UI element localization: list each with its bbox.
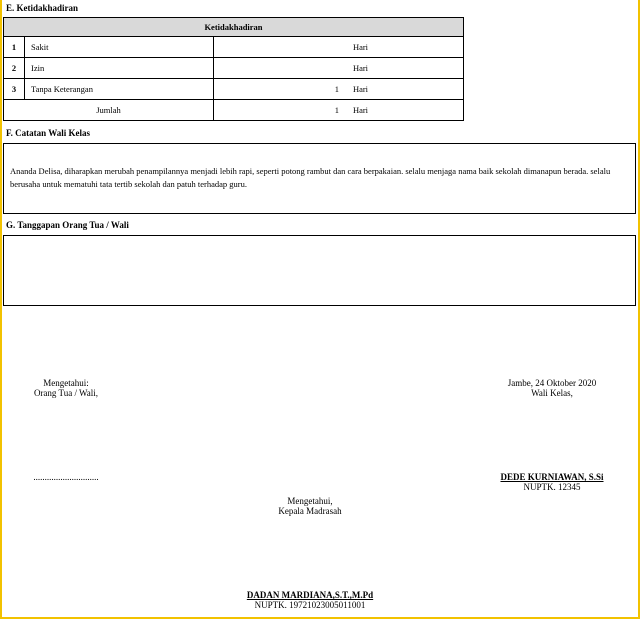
principal-role-label: Kepala Madrasah (278, 506, 342, 516)
total-days: 1 (334, 105, 339, 115)
teacher-note-section-title: F. Catatan Wali Kelas (6, 128, 91, 138)
parent-role-label: Orang Tua / Wali, (33, 388, 99, 398)
principal-name-block (200, 590, 420, 610)
total-label: Jumlah (4, 100, 214, 121)
parent-response-section-title: G. Tanggapan Orang Tua / Wali (6, 220, 129, 230)
parent-acknowledge-label: Mengetahui: (43, 378, 89, 388)
row-unit: Hari (352, 84, 369, 94)
parent-signature-block (10, 378, 122, 398)
row-value (214, 37, 464, 58)
row-days: 1 (334, 84, 339, 94)
total-value (214, 100, 464, 121)
absence-section-title: E. Ketidakhadiran (6, 3, 79, 13)
row-number: 3 (4, 79, 25, 100)
principal-name: DADAN MARDIANA,S.T.,M.Pd (246, 590, 374, 600)
table-row (4, 37, 464, 58)
principal-signature-block (220, 496, 400, 516)
absence-table-header-row (4, 18, 464, 37)
parent-signature-line: ............................. (33, 472, 99, 482)
homeroom-name-block (480, 472, 624, 492)
principal-id: NUPTK. 19721023005011001 (254, 600, 366, 610)
absence-table-header: Ketidakhadiran (4, 18, 464, 37)
row-number: 1 (4, 37, 25, 58)
row-value (214, 58, 464, 79)
table-total-row (4, 100, 464, 121)
absence-table (3, 17, 464, 121)
homeroom-signature-block (480, 378, 624, 398)
homeroom-date: Jambe, 24 Oktober 2020 (507, 378, 597, 388)
parent-response-box[interactable] (3, 235, 636, 306)
teacher-note-text: Ananda Delisa, diharapkan merubah penampilannya menjadi lebih rapi, seperti potong rambut dan cara berpakaian. selalu menjaga nama baik sekolah dimanapun berada. selalu berusaha untuk mematuhi tata tertib sekolah dan patuh terhadap guru. (10, 166, 611, 189)
row-number: 2 (4, 58, 25, 79)
homeroom-id: NUPTK. 12345 (523, 482, 581, 492)
total-unit: Hari (352, 105, 369, 115)
row-value (214, 79, 464, 100)
homeroom-name: DEDE KURNIAWAN, S.Si (500, 472, 604, 482)
table-row (4, 58, 464, 79)
row-label: Izin (25, 58, 214, 79)
row-unit: Hari (352, 63, 369, 73)
row-label: Tanpa Keterangan (25, 79, 214, 100)
principal-acknowledge-label: Mengetahui, (287, 496, 333, 506)
table-row (4, 79, 464, 100)
homeroom-role: Wali Kelas, (531, 388, 573, 398)
row-label: Sakit (25, 37, 214, 58)
row-unit: Hari (352, 42, 369, 52)
